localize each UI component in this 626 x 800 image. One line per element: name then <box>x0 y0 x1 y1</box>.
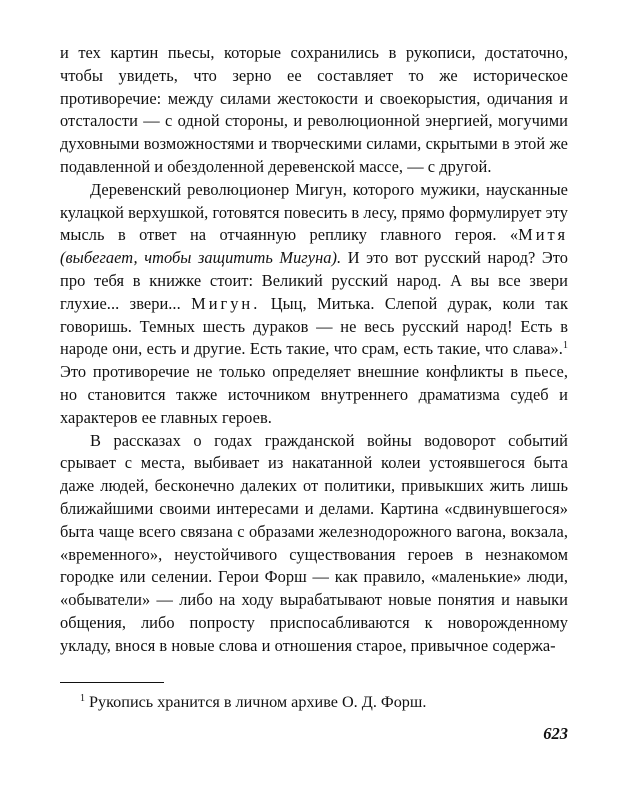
speaker-mitya: Митя <box>518 225 568 245</box>
page-number: 623 <box>543 724 568 743</box>
paragraph-3: В рассказах о годах гражданской войны водоворот событий срывает с места, выбивает из накатанной колеи устоявшегося быта даже людей, бесконечно далеких от политики, привыкших жить лишь ближайшими своими интересами и делами. Картина «сдвинувшегося» быта чаще всего связана с образами железнодорожного вагона, вокзала, «временного», неустойчивого существования героев в незнакомом городке или селении. Герои Форш — как правило, «маленькие» люди, «обыватели» — либо на ходу вырабатывают новые понятия и навыки общения, либо попросту приспосабливаются к новорожденному укладу, внося в новые слова и отношения старое, привычное содержа- <box>60 430 568 655</box>
paragraph-2-part-d: Это противоречие не только определяет внешние конфликты в пьесе, но становится также источником внутреннего драматизма судеб и характеров ее главных героев. <box>60 362 568 427</box>
main-text <box>60 42 568 658</box>
paragraph-2 <box>60 179 568 430</box>
footnote-divider <box>60 682 164 683</box>
paragraph-2-part-b: И это вот русский народ? Это про тебя в книжке стоит: Великий русский народ. А вы все звери глухие... звери... <box>60 248 569 313</box>
stage-direction: (выбегает, чтобы защитить Мигуна). <box>60 248 342 268</box>
paragraph-2-part-c: Цыц, Митька. Слепой дурак, коли так говоришь. Темных шесть дураков — не весь русский народ! Есть в народе они, есть и другие. Есть такие, что срам, есть такие, что слава». <box>60 293 568 359</box>
paragraph-2-part-a: Деревенский революционер Мигун, которого мужики, наусканные кулацкой верхушкой, готовятся повесить в лесу, прямо формулирует эту мысль в ответ на отчаянную реплику главного героя. « <box>60 179 568 245</box>
footnote-text: Рукопись хранится в личном архиве О. Д. Форш. <box>89 693 427 711</box>
footnote <box>80 691 568 713</box>
footnote-reference: 1 <box>562 340 568 352</box>
speaker-migun: Мигун. <box>191 293 261 313</box>
footnote-marker: 1 <box>80 693 85 704</box>
paragraph-1: и тех картин пьесы, которые сохранились в рукописи, достаточно, чтобы увидеть, что зерно ее составляет то же историческое противоречие: между силами жестокости и своекорыстия, одичания и отсталости — с одной стороны, и революционной энергией, могучими духовными возможностями и творческими силами, скрытыми в этой же подавленной и обездоленной деревенской массе, — с другой. <box>60 43 568 176</box>
